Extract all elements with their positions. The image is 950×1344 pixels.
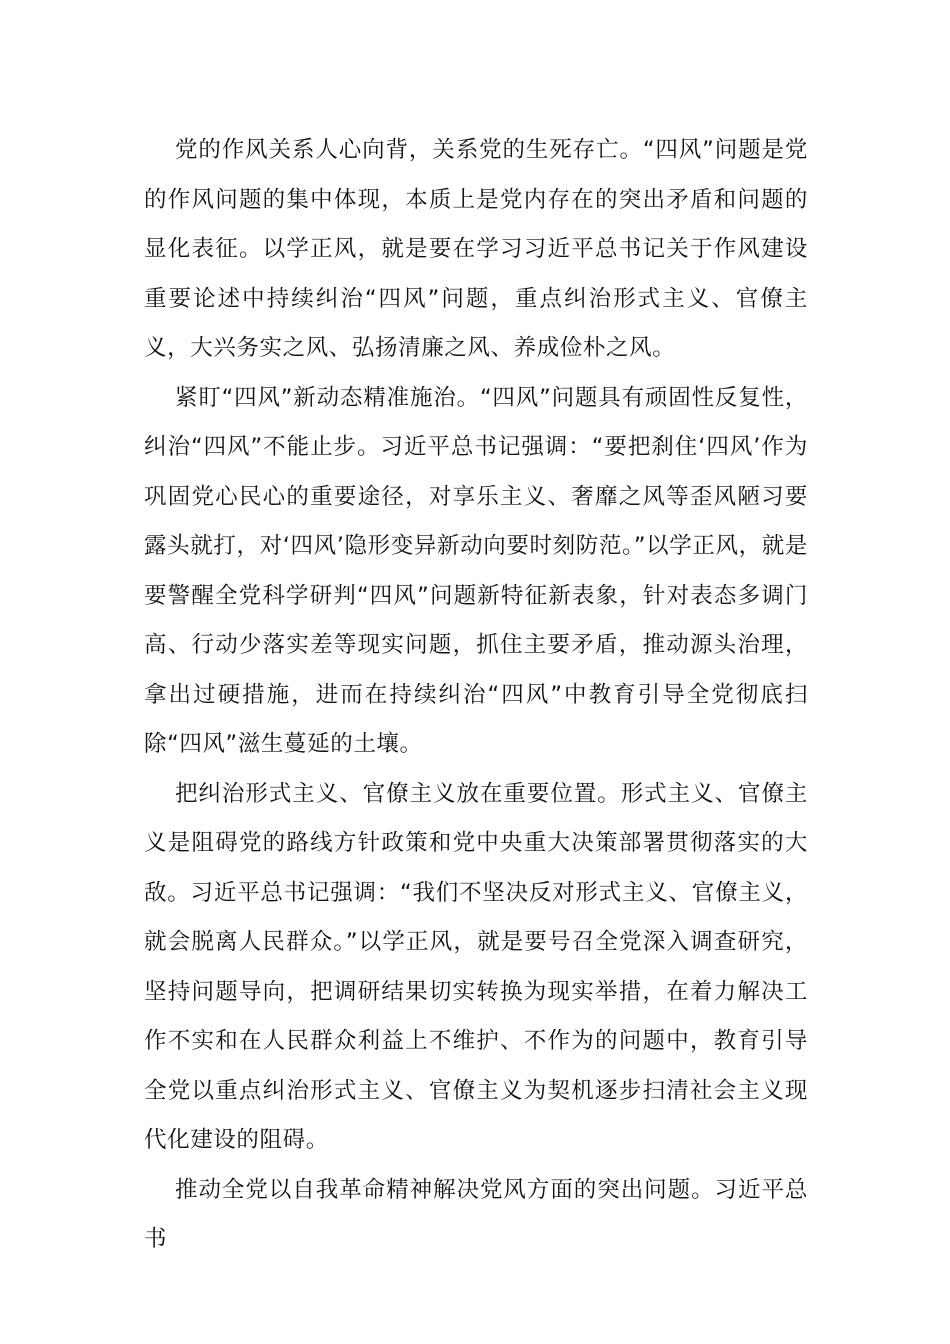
document-body: [144, 126, 808, 1265]
paragraph-1: 党的作风关系人心向背，关系党的生死存亡。“四风”问题是党的作风问题的集中体现，本质上是党内存在的突出矛盾和问题的显化表征。以学正风，就是要在学习习近平总书记关于作风建设重要论述中持续纠治“四风”问题，重点纠治形式主义、官僚主义，大兴务实之风、弘扬清廉之风、养成俭朴之风。: [144, 137, 808, 361]
paragraph-2: 紧盯“四风”新动态精准施治。“四风”问题具有顽固性反复性，纠治“四风”不能止步。习近平总书记强调：“要把刹住‘四风’作为巩固党心民心的重要途径，对享乐主义、奢靡之风等歪风陋习要露头就打，对‘四风’隐形变异新动向要时刻防范。”以学正风，就是要警醒全党科学研判“四风”问题新特征新表象，针对表态多调门高、行动少落实差等现实问题，抓住主要矛盾，推动源头治理，拿出过硬措施，进而在持续纠治“四风”中教育引导全党彻底扫除“四风”滋生蔓延的土壤。: [144, 384, 808, 757]
paragraph-4: 推动全党以自我革命精神解决党风方面的突出问题。习近平总书: [144, 1176, 808, 1252]
paragraph-3: 把纠治形式主义、官僚主义放在重要位置。形式主义、官僚主义是阻碍党的路线方针政策和党中央重大决策部署贯彻落实的大敌。习近平总书记强调：“我们不坚决反对形式主义、官僚主义，就会脱离人民群众。”以学正风，就是要号召全党深入调查研究，坚持问题导向，把调研结果切实转换为现实举措，在着力解决工作不实和在人民群众利益上不维护、不作为的问题中，教育引导全党以重点纠治形式主义、官僚主义为契机逐步扫清社会主义现代化建设的阻碍。: [144, 780, 808, 1153]
